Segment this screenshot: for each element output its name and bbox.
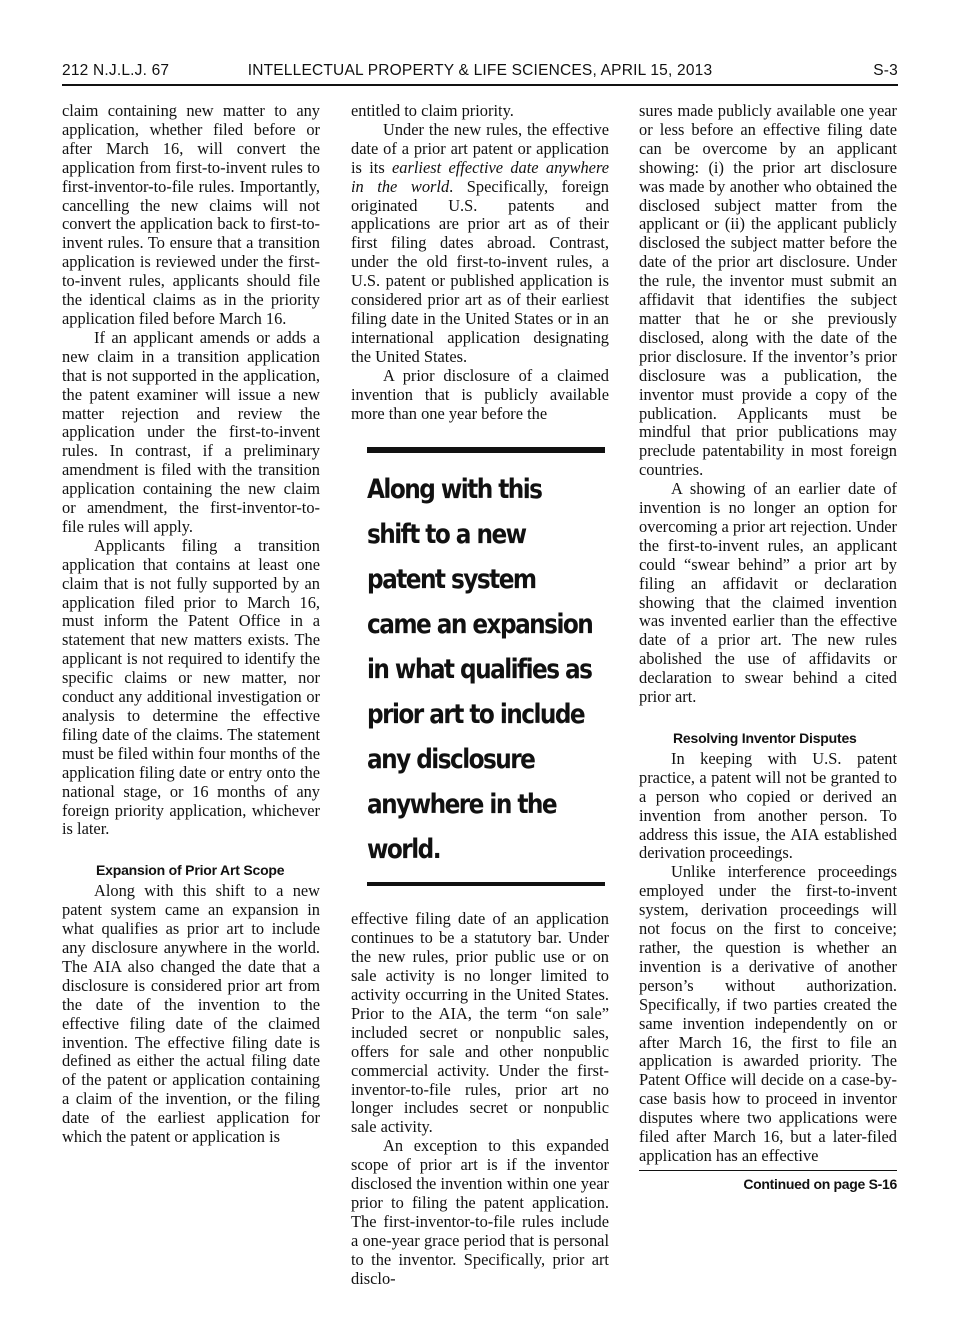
paragraph xyxy=(351,121,609,367)
page-header xyxy=(62,62,898,84)
paragraph: An exception to this expanded scope of prior art is if the inventor disclosed the invention within one year prior to filing the patent application. The first-inventor-to-file rules include a one-year grace period that is personal to the inventor. Specifically, prior art disclo- xyxy=(351,1136,609,1288)
paragraph: A prior disclosure of a claimed invention that is publicly available more than one year before the xyxy=(351,365,609,423)
paragraph: entitled to claim priority. xyxy=(351,101,514,120)
subheading-prior-art-scope: Expansion of Prior Art Scope xyxy=(96,862,285,879)
page-number: S-3 xyxy=(873,62,898,79)
pull-quote-text: Along with this shift to a new patent system came an expansion in what qualifies as prior art to include any disclosure anywhere in the world. xyxy=(367,474,593,866)
continued-jump-line: Continued on page S-16 xyxy=(743,1175,897,1192)
column-1 xyxy=(62,102,320,1272)
continued-rule xyxy=(639,1170,897,1171)
paragraph: Applicants filing a transition application that contains at least one claim that is not fully supported by an application filed prior to March 16, must inform the Patent Office in a statement that new matters exists. The applicant is not required to identify the specific claims or new matter, nor conduct any additional investigation or analysis to determine the effective filing date of the claims. The statement must be filed within four months of the application filing date or entry onto the national stage, or 16 months of any foreign priority application, whichever is later. xyxy=(62,535,320,839)
column-3 xyxy=(639,102,897,1272)
pull-quote xyxy=(367,447,605,886)
paragraph: sures made publicly available one year or less before an effective filing date can be overcome by an applicant showing: (i) the prior art disclosure was made by another who obtained the disclosed subject matter from the applicant or (ii) the applicant publicly disclosed the subject matter before the date of the prior art disclosure. Under the rule, the inventor must submit an affidavit that identifies the subject matter that he or she previously disclosed, along with the date of the prior disclosure. If the inventor’s prior disclosure was a publication, the inventor must provide a copy of the publication. Applicants must be mindful that prior publications may preclude patentability in most foreign countries. xyxy=(639,101,897,480)
paragraph: In keeping with U.S. patent practice, a patent will not be granted to a person who copied or derived an invention from another person. To address this issue, the AIA established derivation proceedings. xyxy=(639,748,897,863)
paragraph: A showing of an earlier date of invention is no longer an option for overcoming a prior art rejection. Under the first-to-invent rules, an applicant could “swear behind” a prior art by filing an affidavit or declaration showing that the claimed invention was invented earlier than the effective date of a prior art. The new rules abolished the use of affidavits or declaration to swear behind a cited prior art. xyxy=(639,479,897,707)
header-rule xyxy=(62,84,898,86)
paragraph: If an applicant amends or adds a new claim in a transition application that is not supported in the application, the patent examiner will issue a new matter rejection and review the application under the first-to-invent rules. In contrast, if a preliminary amendment is filed with the transition application containing the new claim or amendment, the first-inventor-to-file rules will apply. xyxy=(62,327,320,536)
text-run: . Specifically, foreign originated U.S. patents and applications are prior art as of their first filing dates abroad. Contrast, under the old first-to-invent rules, a U.S. patent or published application is considered prior art as of their earliest filing date in the United States or in an international application designating the United States. xyxy=(351,176,609,366)
paragraph: claim containing new matter to any application, whether filed before or after March 16, will convert the application from first-to-invent rules to first-inventor-to-file rules. Importantly, cancelling the new claims will not convert the application back to first-to-invent rules. To ensure that a transition application is reviewed under the first-to-invent rules, applicants should file the identical claims as in the priority application filed before March 16. xyxy=(62,101,320,328)
column-2 xyxy=(351,101,609,1288)
paragraph: Along with this shift to a new patent system came an expansion in what qualifies as prior art to include any disclosure anywhere in the world. The AIA also changed the date that a disclosure is considered prior art from the date of the invention to the effective filing date of the claimed invention. The effective filing date is defined as either the actual filing date of the patent or application containing a claim of the invention, or the filing date of the earliest application for which the patent or application is xyxy=(62,881,320,1147)
pull-quote-bottom-rule xyxy=(367,882,605,886)
subheading-inventor-disputes: Resolving Inventor Disputes xyxy=(673,730,857,746)
journal-citation: 212 N.J.L.J. 67 xyxy=(62,62,170,79)
paragraph: Unlike interference proceedings employed under the first-to-invent system, derivation proceedings will not focus on the first to conceive; rather, the question is whether an invention is a derivative of another person’s without authorization. Specifically, if two parties created the same invention independently on or after March 16, the first to file an application is awarded priority. The Patent Office will decide on a case-by-case basis how to proceed in inventor disputes where two applications were filed after March 16, but a later-filed application has an effective xyxy=(639,862,897,1165)
text-run: Under the new rules, the effective date of a prior art patent or application is its xyxy=(351,119,609,177)
paragraph: effective filing date of an application continues to be a statutory bar. Under the new rules, prior public use or on sale activity is no longer limited to activity occurring in the United States. Prior to the AIA, the term “on sale” included secret or nonpublic sales, offers for sale and other nonpublic commercial activity. Under the first-inventor-to-file rules, prior art no longer includes secret or nonpublic sale activity. xyxy=(351,909,609,1137)
emphasis-text: earliest effective date anywhere in the world xyxy=(351,157,609,196)
section-title: INTELLECTUAL PROPERTY & LIFE SCIENCES, APRIL 15, 2013 xyxy=(247,62,713,79)
